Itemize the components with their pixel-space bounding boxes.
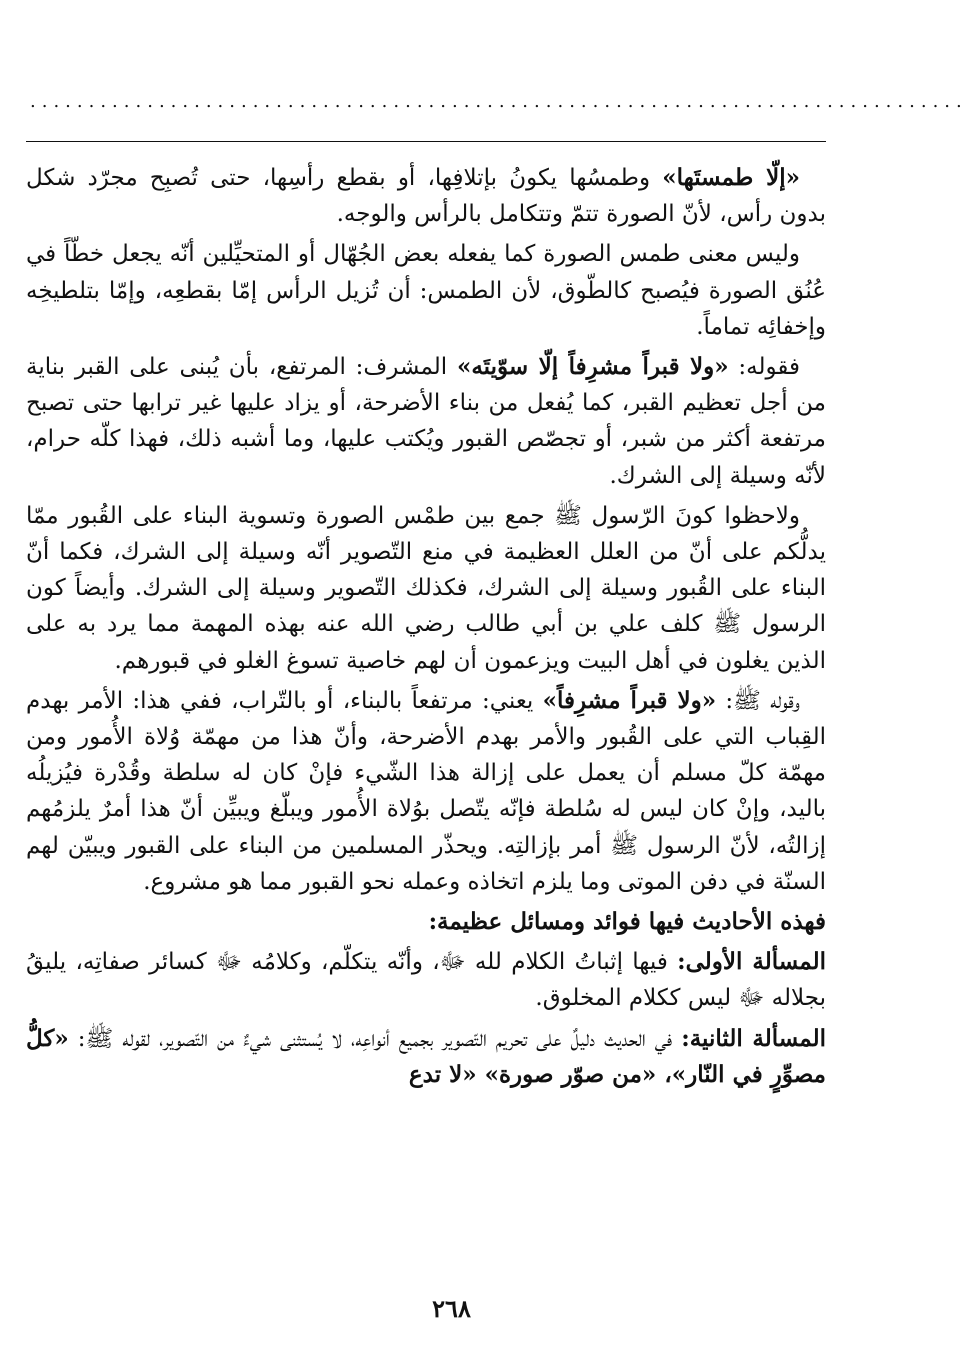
paragraph <box>26 1021 826 1093</box>
text-run: ولاحظوا كونَ الرّسول ﷺ جمع بين طمْس الصورة وتسوية البناء على القُبور ممّا يدلُّكم على أنّ من العلل العظيمة في منع التّصوير أنّه وسيلة إلى الشرك، فكما أنّ البناء على القُبور وسيلة إلى الشرك، فكذلك التّصوير وسيلة إلى الشرك. وأيضاً كون الرسول ﷺ كلف علي بن أبي طالب رضي الله عنه بهذه المهمة مما يرد به على الذين يغلون في أهل البيت ويزعمون أن لهم خاصية تسوغ الغلو في قبورهم. <box>26 502 826 674</box>
paragraph <box>26 349 826 494</box>
text-run: وقوله ﷺ: <box>716 687 800 714</box>
text-run: المشرف: المرتفع، بأن يُبنى على القبر بناية من أجل تعظيم القبر، كما يُفعل من بناء الأضرحة، أو يزاد عليها غير ترابها حتى تصبح مرتفعة أكثر من شبر، أو تجصّص القبور ويُكتب عليها، وما أشبه ذلك، فهذا كلّه حرام، لأنّه وسيلة إلى الشرك. <box>26 354 826 489</box>
bold-text-run: المسألة الثانية: <box>681 1024 826 1052</box>
bold-text-run: «إلّا طمستَها» <box>662 164 800 191</box>
header-dotted-line: ................................................................................ <box>30 91 968 112</box>
page-body <box>26 160 826 1097</box>
bold-text-run: «ولا قبراً مشرِفاً» <box>542 686 717 714</box>
text-run: وليس معنى طمس الصورة كما يفعله بعض الجُهّال أو المتحيِّلين أنّه يجعل خطّاً في عُنُق الصورة فيُصبح كالطّوق، لأن الطمس: أن تُزيل الرأس إمّا بقطعِه، وإمّا بتلطيخِه وإخفائِه تماماً. <box>26 241 826 340</box>
paragraph <box>26 683 826 900</box>
paragraph <box>26 160 826 232</box>
header-rule <box>26 141 826 142</box>
bold-text-run: «ولا قبراً مشرِفاً إلّا سوّيتَه» <box>456 353 729 381</box>
text-run: يعني: مرتفعاً بالبناء، أو بالتّراب، ففي هذا: الأمر بهدم القِباب التي على القُبور والأمر بهدم الأضرحة، وأنّ هذا من مهمّة وُلاة الأُمور ومن مهمّة كلّ مسلم أن يعمل على إزالة هذا الشّيء فإنْ كان له سلطة وقُدْرة فيُزيلُه باليد، وإنْ كان ليس له سُلطة فإنّه يتّصل بوُلاة الأُمور ويبلّغ ويبيِّن أنّ هذا أمرٌ يلزمُهم إزالتُه، لأنّ الرسول ﷺ أمر بإزالتِه. ويحذّر المسلمين من البناء على القبور ويبيّن لهم السنّة في دفن الموتى وما يلزم اتخاذه وعمله نحو القبور مما هو مشروع. <box>26 687 826 895</box>
text-run: في الحديث دليلٌ على تحريم التّصوير بجميع أنواعِه، لا يُستثنى شيءٌ من التّصوير، لقوله ﷺ: <box>68 1025 682 1052</box>
text-run: وطمسُها يكونُ بإتلافِها، أو بقطع رأسِها، حتى تُصبِح مجرّد شكل بدون رأس، لأنّ الصورة تتمّ وتتكامل بالرأس والوجه. <box>26 165 826 228</box>
text-run: فيها إثباتُ الكلام لله ﷻ، وأنّه يتكلّم، وكلامُه ﷻ كسائر صفاتِه، يليقُ بجلاله ﷻ ليس ككلام المخلوق. <box>26 949 826 1012</box>
bold-text-run: «كلُّ مصوِّرٍ في النّار»، «من صوّر صورة» «لا تدع <box>26 1024 826 1088</box>
page-number: ٢٦٨ <box>432 1294 471 1323</box>
bold-text-run: فهذه الأحاديث فيها فوائد ومسائل عظيمة: <box>428 908 826 936</box>
paragraph <box>26 236 826 345</box>
paragraph <box>26 904 826 940</box>
paragraph <box>26 944 826 1016</box>
paragraph <box>26 498 826 679</box>
bold-text-run: المسألة الأولى: <box>677 948 826 976</box>
text-run: فقوله: <box>728 354 801 381</box>
